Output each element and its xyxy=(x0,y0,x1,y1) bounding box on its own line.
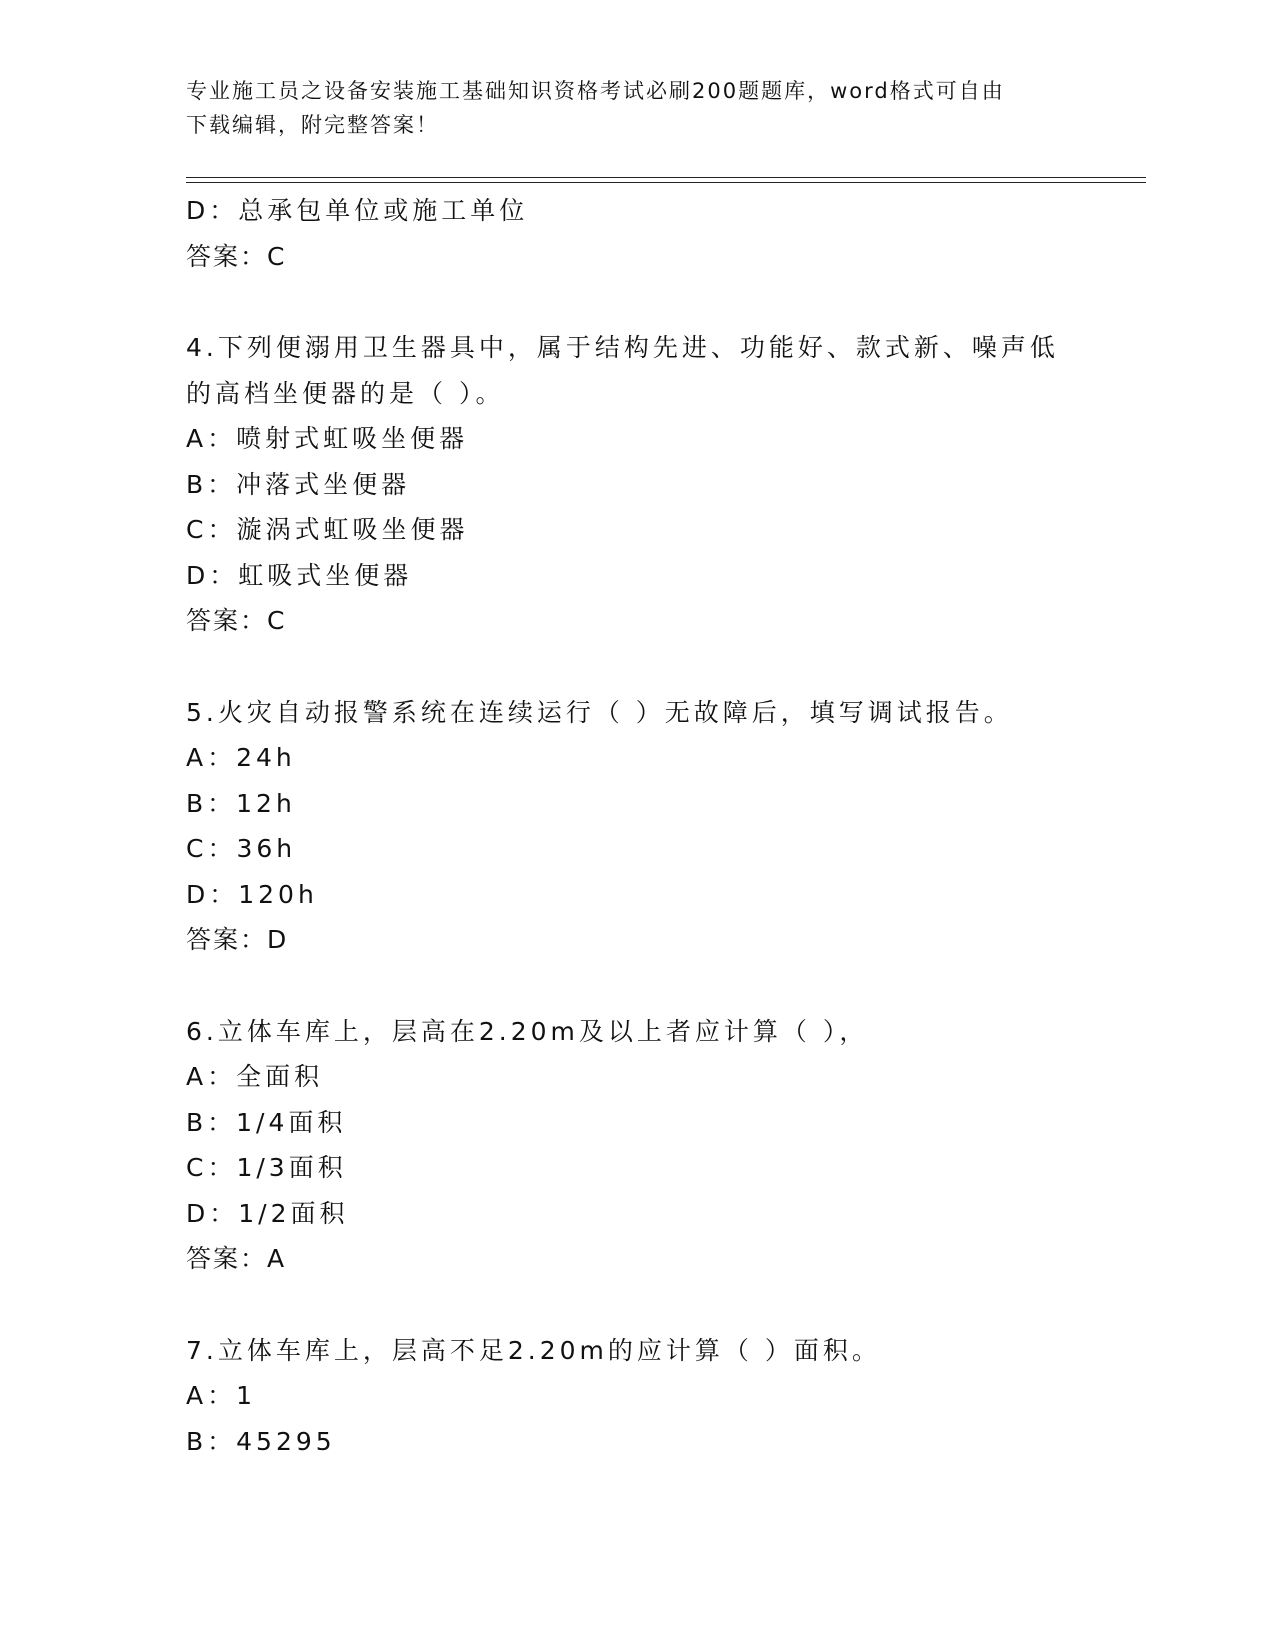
header-line-2: 下载编辑，附完整答案！ xyxy=(186,113,439,137)
option-c: C：36h xyxy=(186,834,297,863)
spacer xyxy=(186,963,1086,1009)
option-a: A：24h xyxy=(186,743,296,772)
option-d: D：1/2面积 xyxy=(186,1198,349,1228)
question-7 xyxy=(186,1328,1086,1465)
question-4 xyxy=(186,325,1086,644)
header-line-1: 专业施工员之设备安装施工基础知识资格考试必刷200题题库，word格式可自由 xyxy=(186,79,1005,103)
question-stem: 5.火灾自动报警系统在连续运行（ ）无故障后，填写调试报告。 xyxy=(186,697,1013,727)
answer-line: 答案：D xyxy=(186,925,289,954)
question-stem: 7.立体车库上，层高不足2.20m的应计算（ ）面积。 xyxy=(186,1335,881,1365)
answer-line: 答案：C xyxy=(186,606,287,635)
option-a: A：喷射式虹吸坐便器 xyxy=(186,424,469,453)
answer-line: 答案：C xyxy=(186,241,287,271)
option-d: D：虹吸式坐便器 xyxy=(186,560,413,590)
answer-line: 答案：A xyxy=(186,1244,287,1273)
option-c: C：漩涡式虹吸坐便器 xyxy=(186,515,469,544)
document-header xyxy=(186,74,1086,142)
question-5 xyxy=(186,690,1086,963)
spacer xyxy=(186,644,1086,690)
option-d: D：总承包单位或施工单位 xyxy=(186,196,529,225)
question-6 xyxy=(186,1009,1086,1282)
option-b: B：1/4面积 xyxy=(186,1107,347,1137)
option-b: B：12h xyxy=(186,788,296,818)
option-d: D：120h xyxy=(186,879,318,909)
question-stem: 6.立体车库上，层高在2.20m及以上者应计算（ ）， xyxy=(186,1016,869,1046)
spacer xyxy=(186,279,1086,325)
option-a: A：全面积 xyxy=(186,1062,324,1091)
question-stem-continued: 的高档坐便器的是（ ）。 xyxy=(186,378,505,408)
option-c: C：1/3面积 xyxy=(186,1153,347,1182)
question-content xyxy=(186,188,1086,1464)
option-b: B：45295 xyxy=(186,1426,336,1456)
spacer xyxy=(186,1282,1086,1328)
header-divider-top xyxy=(186,177,1146,178)
header-divider-bottom xyxy=(186,182,1146,183)
option-b: B：冲落式坐便器 xyxy=(186,469,411,499)
question-stem: 4.下列便溺用卫生器具中，属于结构先进、功能好、款式新、噪声低 xyxy=(186,333,1059,362)
option-a: A：1 xyxy=(186,1381,257,1410)
